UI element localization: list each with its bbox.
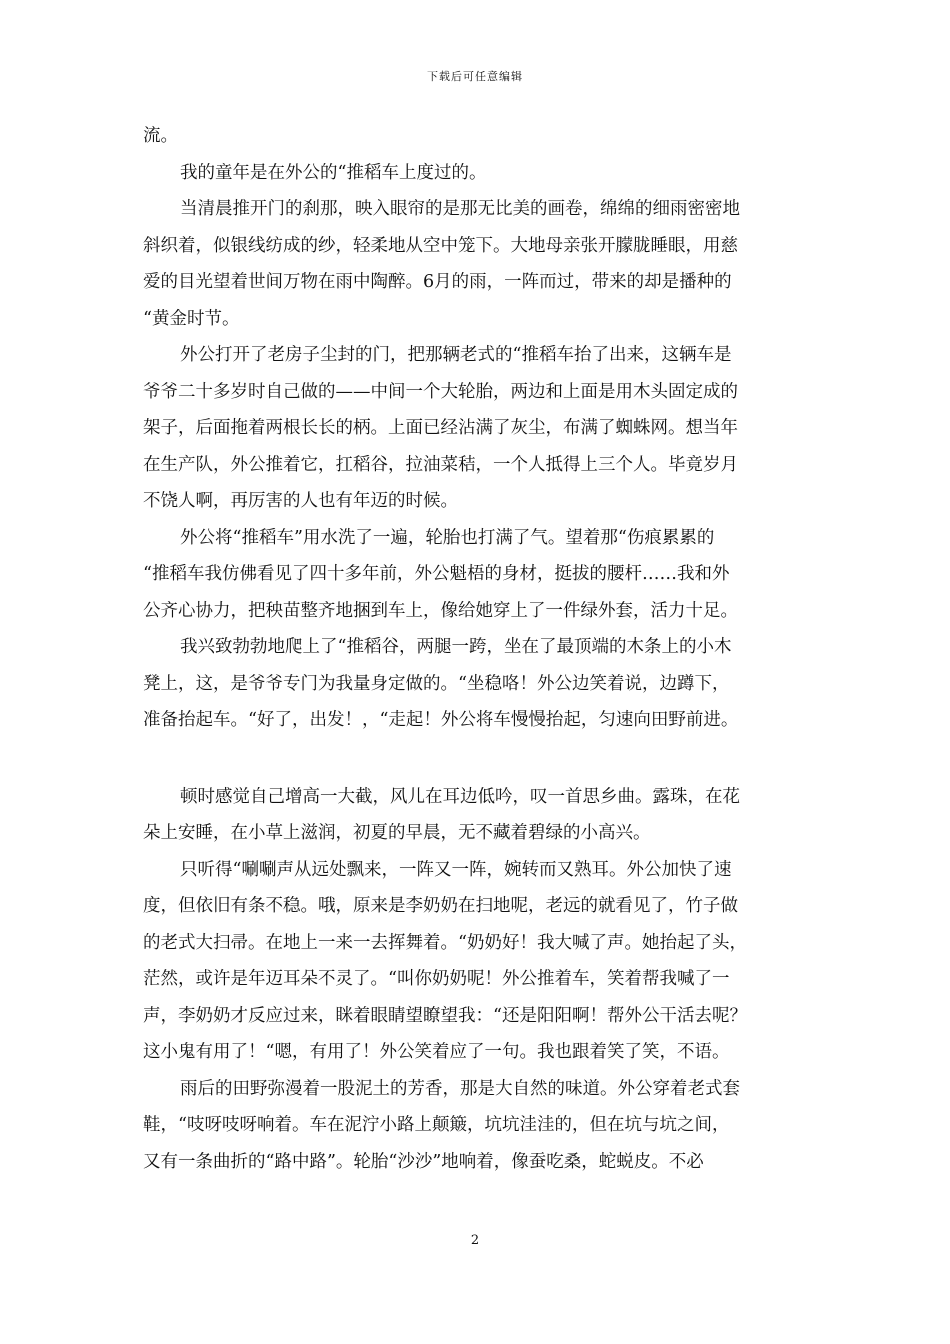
text-line: 在生产队，外公推着它，扛稻谷，拉油菜秸，一个人抵得上三个人。毕竟岁月 <box>143 454 738 475</box>
text-line: 凳上，这，是爷爷专门为我量身定做的。“坐稳咯！外公边笑着说，边蹲下， <box>143 673 730 694</box>
text-line: 度，但依旧有条不稳。哦，原来是李奶奶在扫地呢，老远的就看见了，竹子做 <box>143 896 738 916</box>
text-line: “黄金时节。 <box>143 308 240 329</box>
text-line: 爷爷二十多岁时自己做的——中间一个大轮胎，两边和上面是用木头固定成的 <box>143 381 738 402</box>
text-line: 架子，后面拖着两根长长的柄。上面已经沾满了灰尘，布满了蜘蛛网。想当年 <box>143 418 738 438</box>
text-line: 雨后的田野弥漫着一股泥土的芳香，那是大自然的味道。外公穿着老式套 <box>180 1078 740 1099</box>
page-header: 下载后可任意编辑 <box>427 70 523 83</box>
text-line: 我兴致勃勃地爬上了“推稻谷，两腿一跨，坐在了最顶端的木条上的小木 <box>180 637 732 657</box>
text-line: 不饶人啊，再厉害的人也有年迈的时候。 <box>143 491 458 511</box>
paragraph-gap <box>143 739 823 779</box>
text-line: 公齐心协力，把秧苗整齐地捆到车上，像给她穿上了一件绿外套，活力十足。 <box>143 600 738 621</box>
text-line: 当清晨推开门的刹那，映入眼帘的是那无比美的画卷，绵绵的细雨密密地 <box>180 199 740 219</box>
text-line: 斜织着，似银线纺成的纱，轻柔地从空中笼下。大地母亲张开朦胧睡眼，用慈 <box>143 235 738 256</box>
text-line: 准备抬起车。“好了，出发！，“走起！外公将车慢慢抬起，匀速向田野前进。 <box>143 710 739 730</box>
page-number: 2 <box>470 1233 480 1248</box>
text-line: 朵上安睡，在小草上滋润，初夏的早晨，无不藏着碧绿的小高兴。 <box>143 823 651 843</box>
text-line: 外公打开了老房子尘封的门，把那辆老式的“推稻车抬了出来，这辆车是 <box>180 345 732 365</box>
text-line: 茫然，或许是年迈耳朵不灵了。“叫你奶奶呢！外公推着车，笑着帮我喊了一 <box>143 969 730 989</box>
text-line: 顿时感觉自己增高一大截，风儿在耳边低吟，叹一首思乡曲。露珠，在花 <box>180 786 740 807</box>
text-line: 又有一条曲折的“路中路”。轮胎“沙沙”地响着，像蚕吃桑，蛇蜕皮。不必 <box>143 1151 704 1172</box>
text-line: 鞋，“吱呀吱呀响着。车在泥泞小路上颠簸，坑坑洼洼的，但在坑与坑之间， <box>143 1115 730 1135</box>
text-line: 爱的目光望着世间万物在雨中陶醉。6月的雨，一阵而过，带来的却是播种的 <box>143 272 732 292</box>
text-line: 只听得“唰唰声从远处飘来，一阵又一阵，婉转而又熟耳。外公加快了速 <box>180 859 732 880</box>
text-line: 这小鬼有用了！“嗯，有用了！外公笑着应了一句。我也跟着笑了笑，不语。 <box>143 1042 730 1062</box>
text-line: 流。 <box>143 126 178 146</box>
text-line: “推稻车我仿佛看见了四十多年前，外公魁梧的身材，挺拔的腰杆……我和外 <box>143 564 730 584</box>
text-line: 的老式大扫帚。在地上一来一去挥舞着。“奶奶好！我大喊了声。她抬起了头， <box>143 932 747 953</box>
text-line: 我的童年是在外公的“推稻车上度过的。 <box>180 162 487 183</box>
document-body <box>143 118 823 1180</box>
text-line: 声，李奶奶才反应过来，眯着眼睛望瞭望我：“还是阳阳啊！帮外公干活去呢？ <box>143 1005 747 1026</box>
text-line: 外公将“推稻车”用水洗了一遍，轮胎也打满了气。望着那“伤痕累累的 <box>180 527 715 548</box>
